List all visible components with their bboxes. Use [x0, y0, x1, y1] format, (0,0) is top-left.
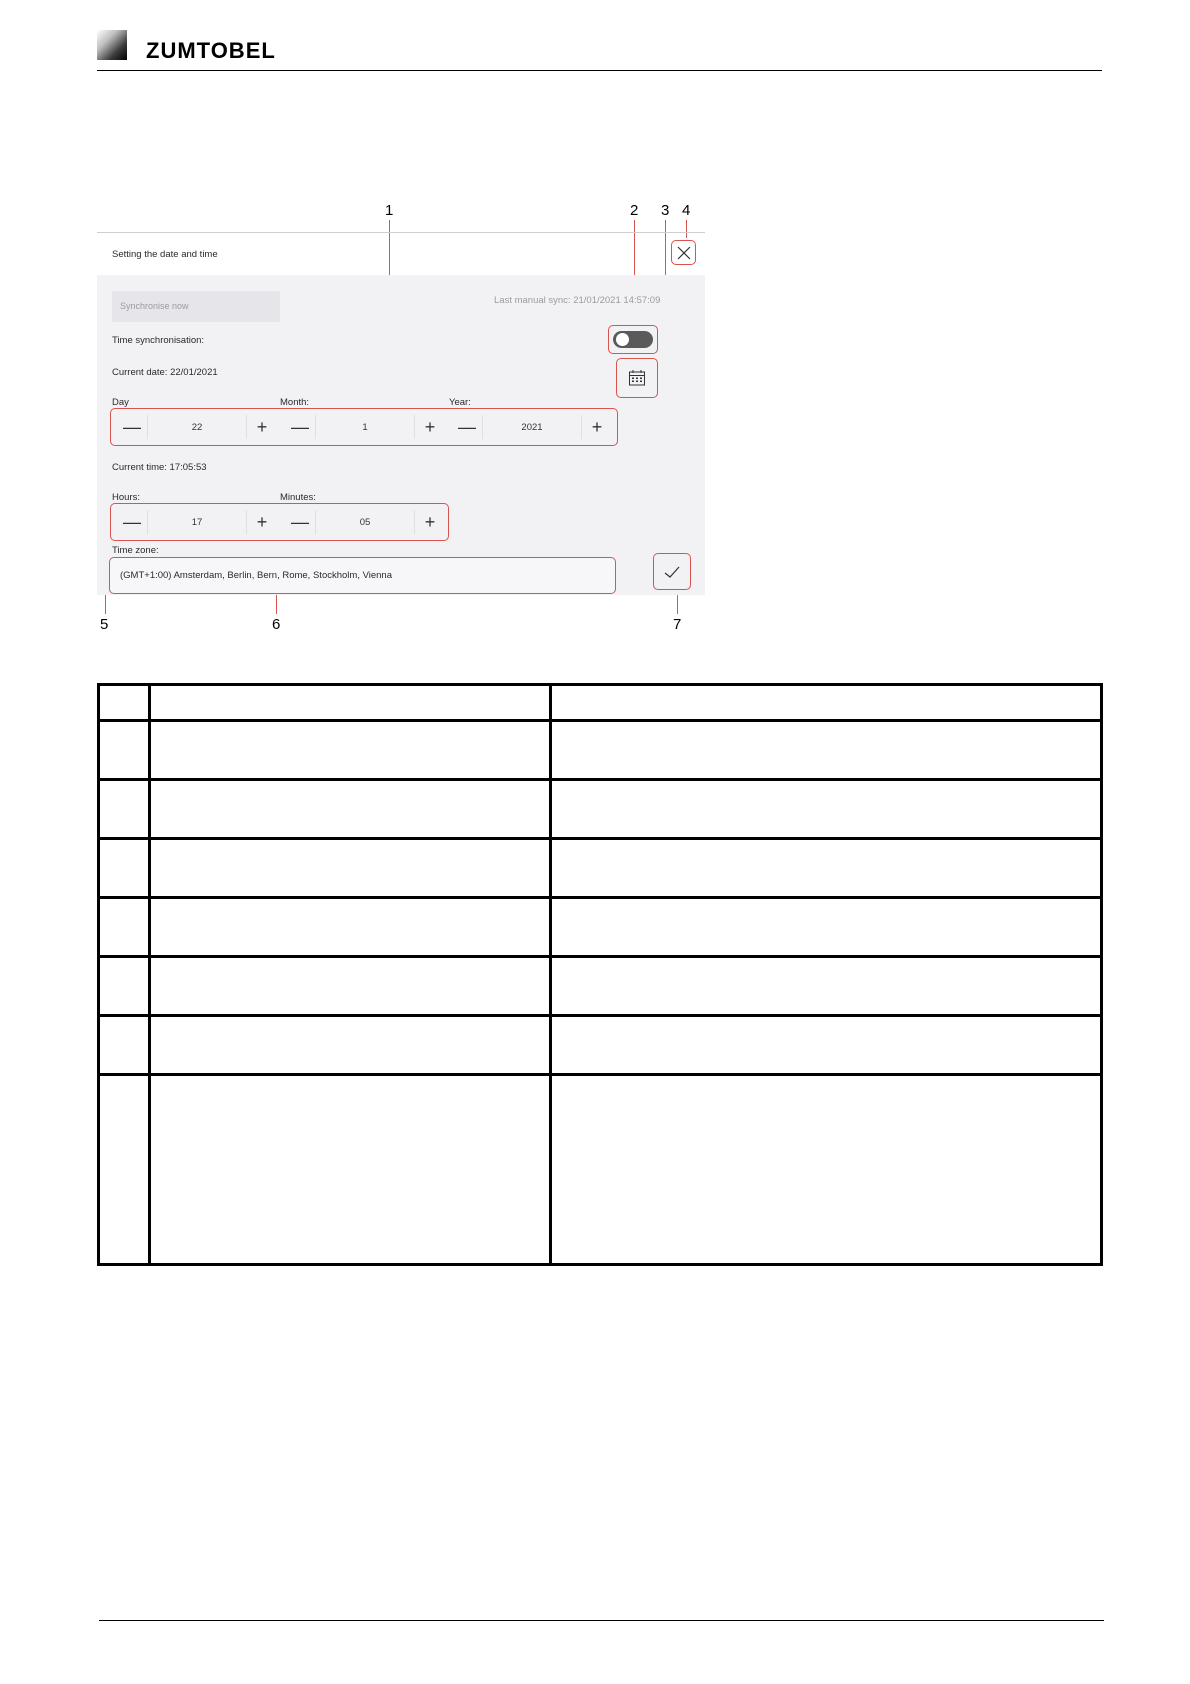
hours-stepper [117, 510, 277, 534]
brand-name: ZUMTOBEL [146, 38, 276, 63]
hours-label: Hours: [112, 492, 140, 503]
month-label: Month: [280, 397, 310, 408]
month-decrement-button[interactable]: — [291, 417, 309, 437]
table-cell [99, 957, 150, 1016]
timezone-select[interactable] [109, 557, 616, 594]
year-decrement-button[interactable]: — [458, 417, 476, 437]
year-value: 2021 [521, 421, 543, 433]
table-cell [150, 721, 551, 780]
table-cell [551, 1016, 1102, 1075]
table-row [99, 898, 1102, 957]
confirm-button[interactable] [653, 553, 691, 590]
table-cell [99, 1016, 150, 1075]
minutes-label: Minutes: [280, 492, 316, 503]
last-manual-sync: Last manual sync: 21/01/2021 14:57:09 [494, 295, 661, 306]
brand-logo-mark [97, 30, 127, 60]
table-cell [150, 780, 551, 839]
table-cell [99, 721, 150, 780]
day-value: 22 [191, 421, 203, 433]
table-cell [551, 780, 1102, 839]
timezone-value: (GMT+1:00) Amsterdam, Berlin, Bern, Rome, Stockholm, Vienna [120, 570, 393, 581]
table-row [99, 1075, 1102, 1265]
table-cell [150, 1075, 551, 1265]
table-header-cell [99, 685, 150, 721]
table-cell [99, 839, 150, 898]
dialog-title: Setting the date and time [112, 249, 218, 260]
table-cell [99, 1075, 150, 1265]
callout-1: 1 [385, 202, 394, 219]
current-time: Current time: 17:05:53 [112, 462, 207, 473]
hours-increment-button[interactable]: + [256, 512, 268, 532]
close-button[interactable] [671, 240, 696, 265]
table-cell [99, 780, 150, 839]
day-stepper [117, 415, 277, 439]
table-cell [551, 1075, 1102, 1265]
table-cell [99, 898, 150, 957]
hours-value: 17 [191, 516, 203, 528]
day-increment-button[interactable]: + [256, 417, 268, 437]
callout-4: 4 [682, 202, 691, 219]
calendar-button[interactable] [616, 358, 658, 398]
table-cell [551, 721, 1102, 780]
table-header-cell [150, 685, 551, 721]
year-label: Year: [449, 397, 471, 408]
leader-line-4 [686, 220, 687, 238]
minutes-increment-button[interactable]: + [424, 512, 436, 532]
synchronise-now-button[interactable]: Synchronise now [112, 291, 280, 322]
hours-decrement-button[interactable]: — [123, 512, 141, 532]
callout-6: 6 [272, 616, 281, 633]
table-cell [150, 1016, 551, 1075]
table-row [99, 839, 1102, 898]
table-header-row [99, 685, 1102, 721]
day-decrement-button[interactable]: — [123, 417, 141, 437]
callout-7: 7 [673, 616, 682, 633]
month-value: 1 [362, 421, 368, 433]
checkmark-icon [663, 563, 681, 581]
time-sync-label: Time synchronisation: [112, 335, 205, 346]
footer-divider [99, 1620, 1104, 1621]
minutes-stepper [285, 510, 445, 534]
table-row [99, 780, 1102, 839]
table-cell [551, 898, 1102, 957]
timezone-label: Time zone: [112, 545, 159, 556]
header-divider [97, 70, 1102, 71]
minutes-decrement-button[interactable]: — [291, 512, 309, 532]
table-row [99, 957, 1102, 1016]
table-row [99, 721, 1102, 780]
current-date: Current date: 22/01/2021 [112, 367, 218, 378]
callout-5: 5 [100, 616, 109, 633]
day-label: Day [112, 397, 129, 408]
month-increment-button[interactable]: + [424, 417, 436, 437]
calendar-icon [628, 369, 646, 387]
callout-3: 3 [661, 202, 670, 219]
year-increment-button[interactable]: + [591, 417, 603, 437]
leader-line-6 [276, 595, 277, 614]
table-cell [150, 839, 551, 898]
callout-2: 2 [630, 202, 639, 219]
close-icon [676, 245, 692, 261]
table-cell [150, 898, 551, 957]
table-cell [551, 839, 1102, 898]
toggle-knob [616, 333, 629, 346]
year-stepper [452, 415, 612, 439]
table-cell [551, 957, 1102, 1016]
dialog-top-divider [97, 232, 705, 233]
table-header-cell [551, 685, 1102, 721]
minutes-value: 05 [359, 516, 371, 528]
leader-line-7 [677, 592, 678, 614]
legend-table [97, 683, 1103, 1266]
table-row [99, 1016, 1102, 1075]
month-stepper [285, 415, 445, 439]
table-cell [150, 957, 551, 1016]
